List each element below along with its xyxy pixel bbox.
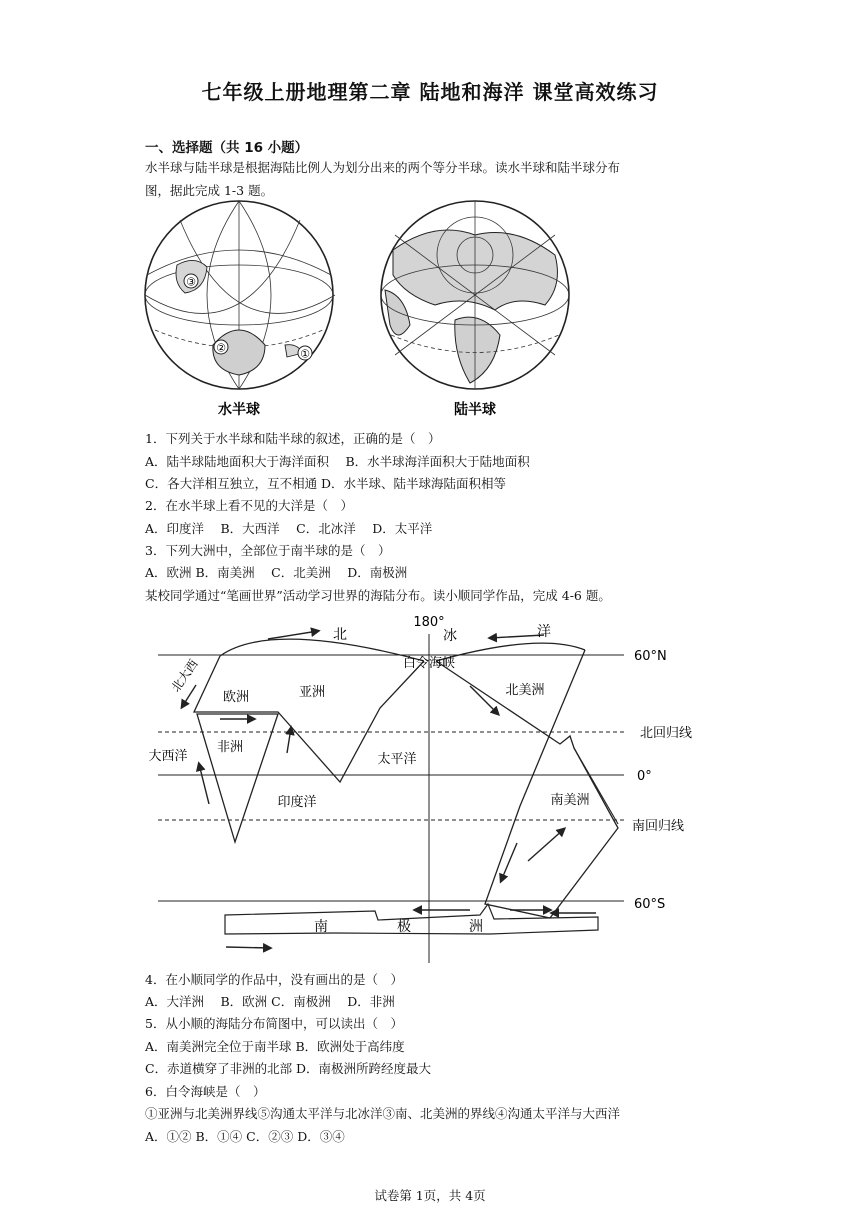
- water-hemisphere-globe: [145, 201, 335, 389]
- water-hemisphere-label: 水半球: [218, 402, 260, 418]
- label-bing: 冰: [443, 628, 457, 644]
- antarctica-label-nan: 南: [314, 919, 328, 935]
- question-4-options: A．大洋洲 B．欧洲 C．南极洲 D．非洲: [145, 994, 395, 1009]
- tropic-capricorn-label: 南回归线: [632, 819, 685, 834]
- intro1-line2: 图，据此完成 1-3 题。: [145, 183, 274, 198]
- marker-2: ②: [216, 341, 226, 355]
- question-3-options: A．欧洲 B．南美洲 C．北美洲 D．南极洲: [145, 565, 408, 580]
- marker-3: ③: [186, 275, 196, 289]
- meridian-180-label: 180°: [413, 615, 445, 630]
- question-1: 1．下列关于水半球和陆半球的叙述，正确的是（ ）: [145, 431, 441, 446]
- pacific-label: 太平洋: [377, 752, 417, 767]
- question-5: 5．从小顺的海陆分布简图中，可以读出（ ）: [145, 1016, 403, 1031]
- question-4: 4．在小顺同学的作品中，没有画出的是（ ）: [145, 972, 403, 987]
- question-1-options-ab: A．陆半球陆地面积大于海洋面积 B．水半球海洋面积大于陆地面积: [145, 454, 530, 469]
- south-america-label: 南美洲: [550, 793, 590, 808]
- north-america-label: 北美洲: [505, 683, 545, 698]
- europe-label: 欧洲: [222, 690, 250, 705]
- equator-label: 0°: [637, 769, 652, 784]
- question-2-options: A．印度洋 B．大西洋 C．北冰洋 D．太平洋: [145, 521, 433, 536]
- tropic-cancer-label: 北回归线: [640, 726, 693, 741]
- hemisphere-figure: [135, 195, 575, 425]
- section-heading: 一、选择题（共 16 小题）: [145, 140, 309, 156]
- lat-60n-label: 60°N: [634, 649, 667, 664]
- land-hemisphere-globe: [381, 201, 569, 389]
- asia-label: 亚洲: [298, 685, 326, 700]
- atlantic-label: 大西洋: [148, 749, 188, 764]
- question-3: 3．下列大洲中，全部位于南半球的是（ ）: [145, 543, 391, 558]
- label-yang: 洋: [537, 624, 551, 640]
- bering-strait-label: 白令海峡: [402, 656, 456, 671]
- antarctica-label-zhou: 洲: [469, 919, 483, 935]
- question-6-statements: ①亚洲与北美洲界线⑤沟通太平洋与北冰洋③南、北美洲的界线④沟通太平洋与大西洋: [145, 1106, 621, 1121]
- sketch-world-map: [140, 608, 720, 970]
- antarctica-label-ji: 极: [397, 919, 411, 935]
- question-1-options-cd: C．各大洋相互独立，互不相通 D．水半球、陆半球海陆面积相等: [145, 476, 507, 491]
- page-title: 七年级上册地理第二章 陆地和海洋 课堂高效练习: [201, 80, 659, 104]
- question-6-options: A．①② B．①④ C．②③ D．③④: [145, 1129, 345, 1144]
- marker-1: ①: [300, 347, 310, 361]
- question-5-options-cd: C．赤道横穿了非洲的北部 D．南极洲所跨经度最大: [145, 1061, 432, 1076]
- question-2: 2．在水半球上看不见的大洋是（ ）: [145, 498, 353, 513]
- north-atlantic-label: 北大西: [168, 656, 201, 695]
- land-hemisphere-label: 陆半球: [454, 402, 496, 418]
- indian-ocean-label: 印度洋: [277, 795, 317, 810]
- intro2-line: 某校同学通过“笔画世界”活动学习世界的海陆分布。读小顺同学作品，完成 4-6 题。: [145, 588, 611, 603]
- question-6: 6．白令海峡是（ ）: [145, 1084, 266, 1099]
- page-footer: 试卷第 1页，共 4页: [374, 1188, 486, 1203]
- intro1-line1: 水半球与陆半球是根据海陆比例人为划分出来的两个等分半球。读水半球和陆半球分布: [145, 160, 621, 175]
- lat-60s-label: 60°S: [634, 897, 666, 912]
- label-bei: 北: [333, 627, 347, 643]
- question-5-options-ab: A．南美洲完全位于南半球 B．欧洲处于高纬度: [145, 1039, 405, 1054]
- africa-label: 非洲: [216, 740, 244, 755]
